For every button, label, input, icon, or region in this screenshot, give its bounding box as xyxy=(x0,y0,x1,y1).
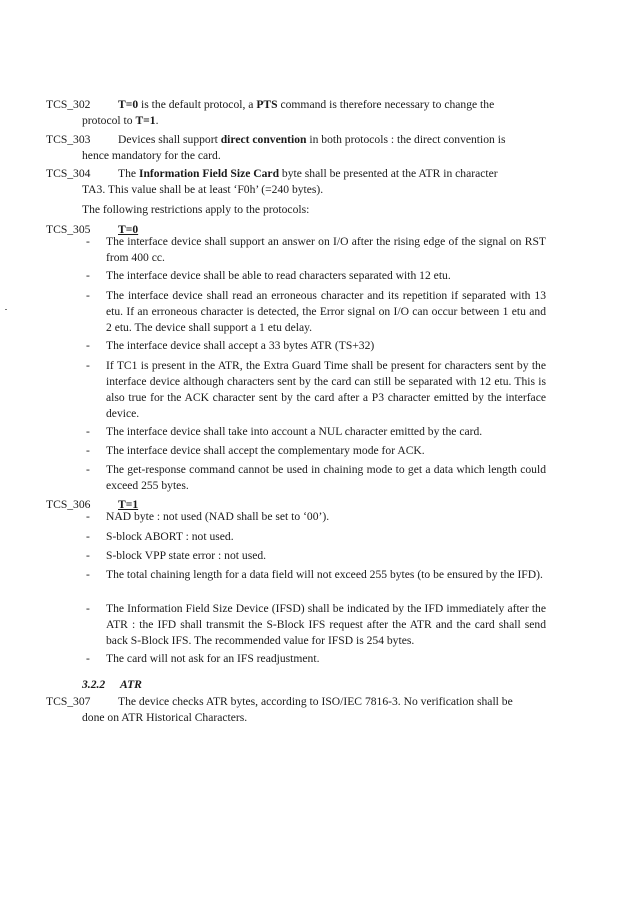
requirement-text: The device checks ATR bytes, according to ISO/IEC 7816-3. No verification shall be xyxy=(118,695,513,708)
requirement-text-continued: TA3. This value shall be at least ‘F0h’ (=240 bytes). xyxy=(82,183,324,196)
list-item: - If TC1 is present in the ATR, the Extra Guard Time shall be present for characters sent by the interface device although characters sent by the card can still be separated with 12 etu. This is also true for the ACK character sent by the card after a P3 character emitted by the interface device. xyxy=(86,359,546,420)
list-item: - S-block VPP state error : not used. xyxy=(86,549,267,562)
requirement-tcs-303 xyxy=(46,132,546,164)
list-item: - The interface device shall be able to read characters separated with 12 etu. xyxy=(86,269,451,282)
list-item: - The interface device shall read an erroneous character and its repetition if separated with 13 etu. If an erroneous character is detected, the Error signal on I/O can occur between 1 etu and 2 etu. The device shall support a 1 etu delay. xyxy=(86,289,546,334)
requirement-code: TCS_302 xyxy=(46,98,91,111)
requirement-code: TCS_303 xyxy=(46,133,91,146)
list-item: - NAD byte : not used (NAD shall be set to ‘00’). xyxy=(86,510,330,523)
requirement-tcs-304 xyxy=(46,166,546,198)
requirement-text: Devices shall support direct convention in both protocols : the direct convention is xyxy=(118,133,506,146)
list-item: - The total chaining length for a data field will not exceed 255 bytes (to be ensured by the IFD). xyxy=(86,568,543,581)
list-item: - The Information Field Size Device (IFSD) shall be indicated by the IFD immediately after the ATR : the IFD shall transmit the S-Block IFS request after the ATR and the card shall send back S-Block IFS. The recommended value for IFSD is 254 bytes. xyxy=(86,602,546,647)
restrictions-intro: The following restrictions apply to the protocols: xyxy=(82,203,310,216)
list-item: - The interface device shall take into account a NUL character emitted by the card. xyxy=(86,425,483,438)
scan-speck xyxy=(5,309,7,310)
requirement-text-continued: hence mandatory for the card. xyxy=(82,149,221,162)
requirement-tcs-302 xyxy=(46,97,546,129)
list-item: - The interface device shall support an answer on I/O after the rising edge of the signal on RST from 400 cc. xyxy=(86,235,546,264)
list-item: - The interface device shall accept the complementary mode for ACK. xyxy=(86,444,425,457)
section-number: 3.2.2 xyxy=(82,678,106,691)
requirement-text: T=0 is the default protocol, a PTS command is therefore necessary to change the xyxy=(118,98,495,111)
list-item: - The interface device shall accept a 33 bytes ATR (TS+32) xyxy=(86,339,375,352)
list-item: - S-block ABORT : not used. xyxy=(86,530,234,543)
section-title: ATR xyxy=(120,678,142,691)
requirement-tcs-307 xyxy=(46,694,546,726)
protocol-heading-t1: T=1 xyxy=(118,498,139,511)
requirement-code: TCS_304 xyxy=(46,167,91,180)
requirement-text-continued: protocol to T=1. xyxy=(82,114,159,127)
requirement-text-continued: done on ATR Historical Characters. xyxy=(82,711,248,724)
section-heading xyxy=(82,677,142,693)
list-item: - The get-response command cannot be used in chaining mode to get a data which length could exceed 255 bytes. xyxy=(86,463,546,492)
protocol-heading-t0: T=0 xyxy=(118,223,139,236)
requirement-code: TCS_306 xyxy=(46,498,91,511)
list-item: - The card will not ask for an IFS readjustment. xyxy=(86,652,320,665)
requirement-code: TCS_305 xyxy=(46,223,91,236)
requirement-code: TCS_307 xyxy=(46,695,91,708)
requirement-text: The Information Field Size Card byte shall be presented at the ATR in character xyxy=(118,167,498,180)
